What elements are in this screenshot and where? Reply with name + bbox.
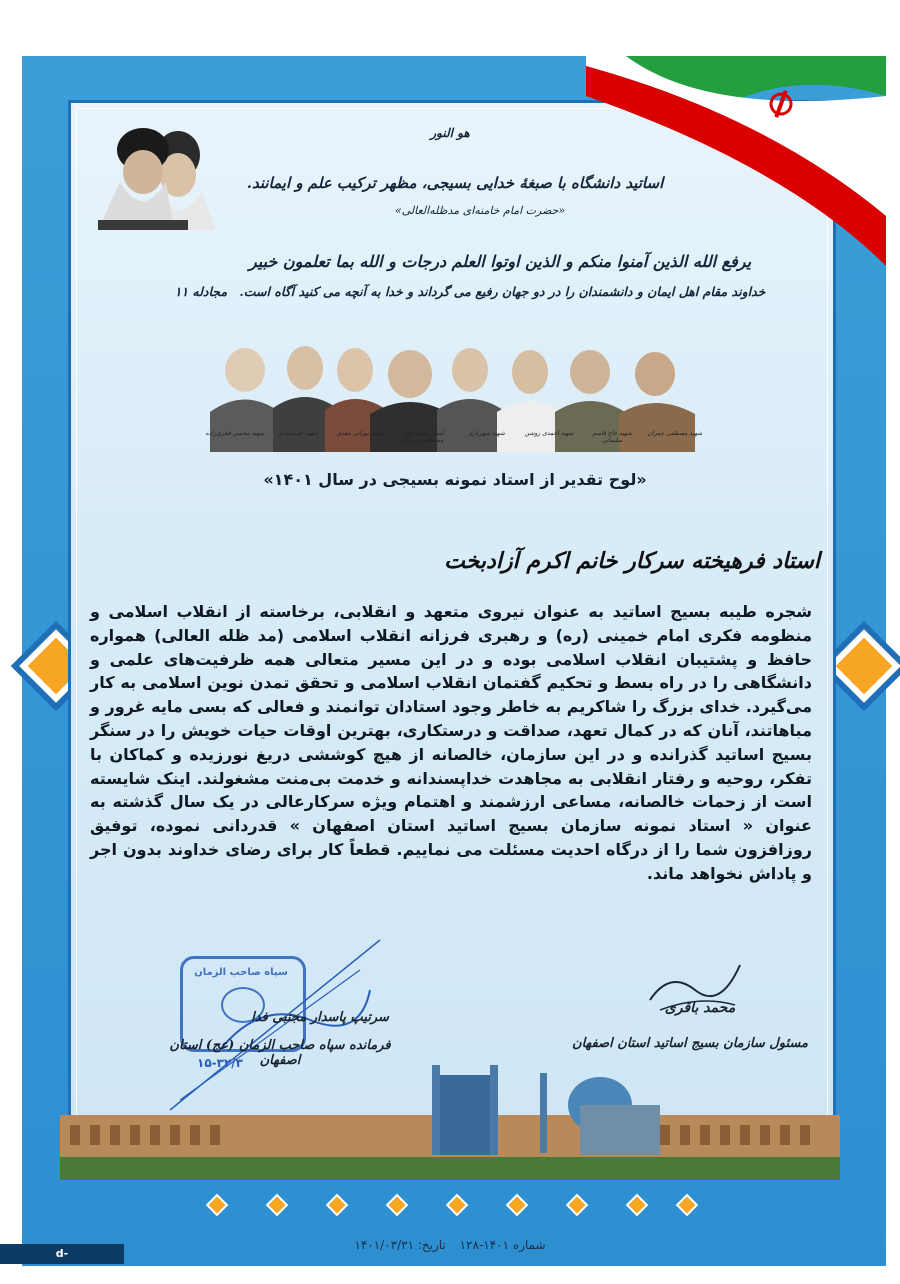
quran-verse: یرفع الله الذین آمنوا منکم و الذین اوتوا العلم درجات و الله بما تعلمون خبیر	[248, 252, 752, 271]
portrait-caption: شهید تهرانی مقدم	[337, 430, 384, 437]
verse-translation	[120, 284, 820, 299]
site-watermark: d-najafabad.nus.ac.ir	[0, 1244, 124, 1264]
top-invocation: هو النور	[430, 126, 470, 140]
portrait-caption: استاد شهید دکتر مصطفی چمران	[403, 430, 444, 444]
award-title: استاد نمونه سازمان بسیج اساتید استان اصفهان	[300, 816, 743, 836]
portrait-caption: شهید محسن فخری‌زاده	[205, 430, 265, 437]
left-signer-title: فرمانده سپاه صاحب الزمان (عج) استان اصفهان	[169, 1038, 391, 1068]
verse-reference: مجادله ۱۱	[174, 284, 228, 299]
certificate-body	[90, 600, 812, 886]
body-paragraph-2: خدای بزرگ را شاکریم به خاطر وجود استادان توانمند و فعالی که بسی مایه غرور و مباهاتند، آنان که در کمال تعهد، صداقت و درستکاری، بهترین اوقات حیات خویش را در سنگر بسیج اساتید گذرانده و در این سازمان، خالصانه از هیچ کوششی دریغ نورزیده و کماکان با تفکر، روحیه و رفتار انقلابی به مجاهدت خداپسندانه و خدمت بی‌منت مشغولند.	[90, 697, 812, 788]
portrait-captions	[205, 430, 705, 450]
portrait-caption: شهید مصطفی چمران	[647, 430, 703, 437]
bottom-ornament	[200, 1188, 700, 1224]
portrait-caption: شهید شهریاری	[467, 430, 505, 437]
leaders-portrait	[98, 120, 216, 230]
body-paragraph-3-end: » قدردانی نموده، توفیق روزافزون شما را از درگاه احدیت مسئلت می نماییم. قطعاً کار برای رضای خداوند بدون اجر و پاداش نخواهد ماند.	[90, 816, 812, 883]
verse-translation-text: خداوند مقام اهل ایمان و دانشمندان را در دو جهان رفیع می گرداند و خدا به آنچه می کنید آگاه است.	[239, 284, 766, 299]
portrait-caption: شهید احمدی روشن	[524, 430, 574, 437]
body-paragraph-1: شجره طیبه بسیج اساتید به عنوان نیروی متعهد و انقلابی، برخاسته از انقلاب اسلامی و منظومه فکری امام خمینی (ره) و رهبری فرزانه انقلاب اسلامی (مد ظله العالی) همواره حافظ و پشتیبان انقلاب اسلامی بوده و در این مسیر متعالی همه ظرفیت‌های علمی و دانشگاهی را در راه بسط و تحکیم گفتمان انقلاب اسلامی و تحقق تمدن نوین اسلامی به کار می‌گیرد.	[90, 602, 812, 717]
right-signer-title: مسئول سازمان بسیج اساتید استان اصفهان	[572, 1036, 808, 1051]
iran-flag	[586, 56, 886, 266]
certificate-title: «لوح تقدیر از استاد نمونه بسیجی در سال ۱۴۰۱»	[263, 470, 647, 489]
document-number: شماره ۱۴۰۱-۱۲۸	[459, 1238, 546, 1252]
document-number-date	[320, 1238, 580, 1252]
portrait-caption: شهید حاج قاسم سلیمانی	[592, 430, 632, 444]
recipient-name: استاد فرهیخته سرکار خانم اکرم آزادبخت	[444, 548, 820, 574]
body-paragraph-3-start: اینک شایسته است از زحمات خالصانه، مساعی ارزشمند و اهتمام ویژه سرکارعالی در یک سال گذشته به عنوان «	[90, 768, 812, 836]
left-signer-rank: سرتیپ پاسدار مجتبی فدا	[251, 1010, 389, 1025]
leader-quote: اساتید دانشگاه با صبغهٔ خدایی بسیجی، مظهر ترکیب علم و ایمانند.	[246, 174, 664, 192]
stamp-number: ۱۵-۳۲/۳	[197, 1056, 243, 1070]
right-signer-name: محمد باقری	[664, 1000, 736, 1016]
isfahan-skyline	[60, 1065, 840, 1180]
quote-author: «حضرت امام خامنه‌ای مدظله‌العالی»	[394, 204, 566, 217]
portrait-caption: شهید علیمحمدی	[277, 430, 319, 437]
stamp-text: سپاه صاحب الزمان	[194, 967, 288, 978]
document-date: تاریخ: ۱۴۰۱/۰۳/۳۱	[354, 1238, 446, 1252]
